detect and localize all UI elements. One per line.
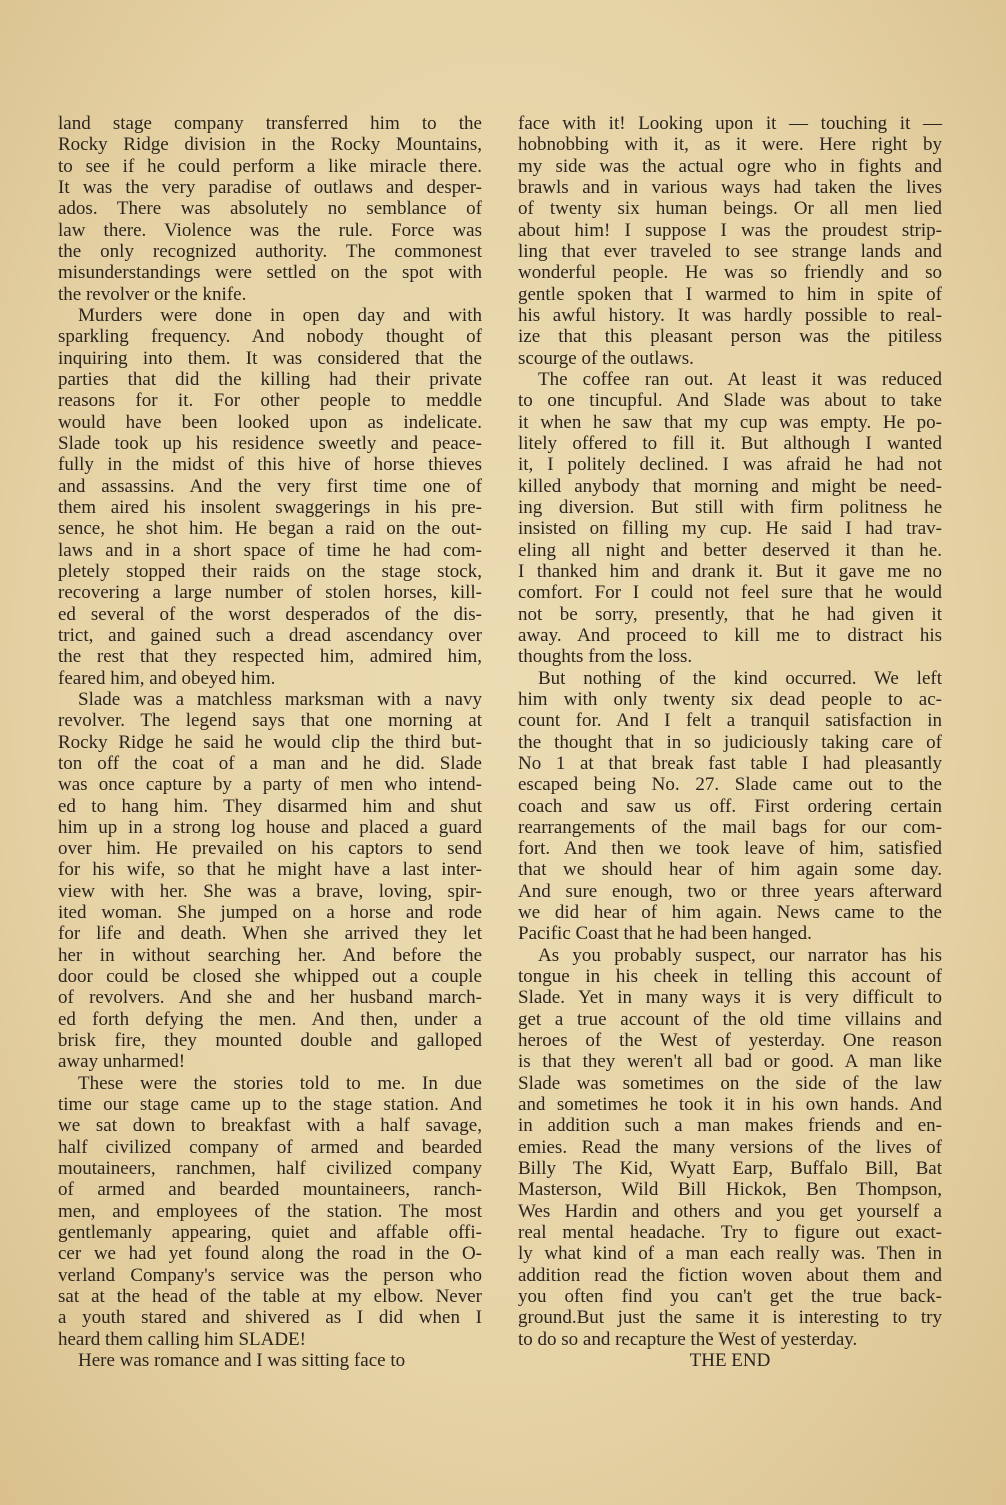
text-line: I thanked him and drank it. But it gave me no <box>518 560 942 582</box>
text-line: door could be closed she whipped out a couple <box>58 966 482 988</box>
text-line: tongue in his cheek in telling this account of <box>518 966 942 988</box>
text-line: the revolver or the knife. <box>58 283 247 305</box>
text-line: heroes of the West of yesterday. One reason <box>518 1030 942 1052</box>
text-line: her in without searching her. And before the <box>58 944 482 966</box>
text-line: brisk fire, they mounted double and galloped <box>58 1030 482 1052</box>
text-line: laws and in a short space of time he had com- <box>58 539 482 561</box>
text-line: was once capture by a party of men who intend- <box>58 774 482 796</box>
the-end-label: THE END <box>689 1350 771 1372</box>
text-line: verland Company's service was the person who <box>58 1264 482 1286</box>
text-line: ed to hang him. They disarmed him and shut <box>58 795 482 817</box>
text-line: sat at the head of the table at my elbow. Never <box>58 1286 482 1308</box>
text-line: rearrangements of the mail bags for our com- <box>518 816 942 838</box>
text-line: thoughts from the loss. <box>518 646 693 668</box>
text-line: them aired his insolent swaggerings in his pre- <box>58 496 482 518</box>
text-line: ize that this pleasant person was the pitiless <box>518 326 942 348</box>
text-line: fully in the midst of this hive of horse thieves <box>58 454 482 476</box>
text-line: of armed and bearded mountaineers, ranch- <box>58 1179 482 1201</box>
paragraph <box>518 668 942 945</box>
text-line: No 1 at that break fast table I had pleasantly <box>518 752 942 774</box>
text-line: of twenty six human beings. Or all men lied <box>518 198 942 220</box>
text-line: brawls and in various ways had taken the lives <box>518 176 942 198</box>
text-line: coach and saw us off. First ordering certain <box>518 795 942 817</box>
text-line: count for. And I felt a tranquil satisfaction in <box>518 710 942 732</box>
text-line: gentlemanly appearing, quiet and affable offi- <box>58 1222 482 1244</box>
text-line: recovering a large number of stolen horses, kill- <box>58 582 482 604</box>
text-line: escaped being No. 27. Slade came out to the <box>518 774 942 796</box>
text-line: Slade took up his residence sweetly and peace- <box>58 432 482 454</box>
text-line: ly what kind of a man each really was. Then in <box>518 1243 942 1265</box>
text-line: killed anybody that morning and might be need- <box>518 475 942 497</box>
text-line: ed several of the worst desperados of the dis- <box>58 603 482 625</box>
text-line: get a true account of the old time villains and <box>518 1008 942 1030</box>
text-line: But nothing of the kind occurred. We left <box>538 667 942 689</box>
text-line: It was the very paradise of outlaws and desper- <box>58 176 482 198</box>
paragraph <box>58 305 482 689</box>
text-line: wonderful people. He was so friendly and so <box>518 262 942 284</box>
text-line: hobnobbing with it, as it were. Here right by <box>518 134 942 156</box>
text-line: the rest that they respected him, admired him, <box>58 646 482 668</box>
text-line: ados. There was absolutely no semblance of <box>58 198 482 220</box>
paragraph <box>58 1350 482 1371</box>
text-line: Murders were done in open day and with <box>78 304 482 326</box>
text-line: in addition such a man makes friends and en- <box>518 1115 942 1137</box>
text-line: The coffee ran out. At least it was reduced <box>538 368 942 390</box>
text-line: pletely stopped their raids on the stage stock, <box>58 560 482 582</box>
text-line: heard them calling him SLADE! <box>58 1328 306 1350</box>
text-line: ing diversion. But still with firm politness he <box>518 496 942 518</box>
text-line: As you probably suspect, our narrator has his <box>538 944 942 966</box>
text-line: ed forth defying the men. And then, under a <box>58 1008 482 1030</box>
text-line: Rocky Ridge he said he would clip the third but- <box>58 731 482 753</box>
text-line: half civilized company of armed and bearded <box>58 1136 482 1158</box>
text-line: we did hear of him again. News came to the <box>518 902 942 924</box>
text-line: we sat down to breakfast with a half savage, <box>58 1115 482 1137</box>
text-line: Slade was a matchless marksman with a navy <box>78 688 482 710</box>
text-line: ton off the coat of a man and he did. Slade <box>58 752 482 774</box>
text-line: face with it! Looking upon it — touching it — <box>518 113 942 134</box>
text-line: would have been looked upon as indelicate. <box>58 411 482 433</box>
text-line: Masterson, Wild Bill Hickok, Ben Thompson, <box>518 1179 942 1201</box>
text-line: law there. Violence was the rule. Force was <box>58 219 482 241</box>
text-line: These were the stories told to me. In due <box>78 1072 482 1094</box>
text-line: misunderstandings were settled on the spot with <box>58 262 482 284</box>
text-line: and assassins. And the very first time one of <box>58 475 482 497</box>
text-line: a youth stared and shivered as I did when I <box>58 1307 482 1329</box>
text-line: over him. He prevailed on his captors to send <box>58 838 482 860</box>
left-column <box>58 113 482 1371</box>
text-line: away unharmed! <box>58 1051 186 1073</box>
text-line: his awful history. It was hardly possible to real- <box>518 304 942 326</box>
text-line: away. And proceed to kill me to distract his <box>518 624 942 646</box>
text-line: is that they weren't all bad or good. A man like <box>518 1051 942 1073</box>
text-line: moutaineers, ranchmen, half civilized company <box>58 1158 482 1180</box>
text-line: feared him, and obeyed him. <box>58 667 276 689</box>
paragraph <box>518 113 942 369</box>
text-line: for his wife, so that he might have a last inter- <box>58 859 482 881</box>
text-line: addition read the fiction woven about them and <box>518 1264 942 1286</box>
text-line: Pacific Coast that he had been hanged. <box>518 923 812 945</box>
text-line: for life and death. When she arrived they let <box>58 923 482 945</box>
text-line: gentle spoken that I warmed to him in spite of <box>518 283 942 305</box>
text-line: men, and employees of the station. The most <box>58 1200 482 1222</box>
text-line: about him! I suppose I was the proudest strip- <box>518 219 942 241</box>
text-line: cer we had yet found along the road in the O- <box>58 1243 482 1265</box>
text-line: not be sorry, presently, that he had given it <box>518 603 942 625</box>
text-line: inquiring into them. It was considered that the <box>58 347 482 369</box>
text-line: to one tincupful. And Slade was about to take <box>518 390 942 412</box>
text-line: Slade was sometimes on the side of the law <box>518 1072 942 1094</box>
paragraph <box>518 945 942 1350</box>
text-line: to see if he could perform a like miracle there. <box>58 155 482 177</box>
text-line: Here was romance and I was sitting face to <box>78 1350 406 1372</box>
paragraph <box>518 369 942 668</box>
paragraph <box>58 113 482 305</box>
text-line: Billy The Kid, Wyatt Earp, Buffalo Bill, Bat <box>518 1158 942 1180</box>
text-line: insisted on filling my cup. He said I had trav- <box>518 518 942 540</box>
text-line: reasons for it. For other people to meddle <box>58 390 482 412</box>
text-line: view with her. She was a brave, loving, spir- <box>58 880 482 902</box>
text-line: emies. Read the many versions of the lives of <box>518 1136 942 1158</box>
text-line: real mental headache. Try to figure out exact- <box>518 1222 942 1244</box>
text-line: and sometimes he took it in his own hands. And <box>518 1094 942 1116</box>
text-line: it, I politely declined. I was afraid he had not <box>518 454 942 476</box>
text-line: trict, and gained such a dread ascendancy over <box>58 624 482 646</box>
paragraph <box>58 1073 482 1350</box>
text-line: eling all night and better deserved it than he. <box>518 539 942 561</box>
text-line: revolver. The legend says that one morning at <box>58 710 482 732</box>
text-line: sparkling frequency. And nobody thought of <box>58 326 482 348</box>
text-line: the only recognized authority. The commonest <box>58 240 482 262</box>
text-line: parties that did the killing had their private <box>58 368 482 390</box>
text-line: scourge of the outlaws. <box>518 347 694 369</box>
text-line: it when he saw that my cup was empty. He po- <box>518 411 942 433</box>
paragraph <box>58 689 482 1073</box>
text-line: Rocky Ridge division in the Rocky Mountains, <box>58 134 482 156</box>
text-line: litely offered to fill it. But although I wanted <box>518 432 942 454</box>
text-line: the thought that in so judiciously taking care of <box>518 731 942 753</box>
text-line: comfort. For I could not feel sure that he would <box>518 582 942 604</box>
text-line: ground.But just the same it is interesting to try <box>518 1307 942 1329</box>
text-line: And sure enough, two or three years afterward <box>518 880 942 902</box>
text-line: Slade. Yet in many ways it is very difficult to <box>518 987 942 1009</box>
text-line: to do so and recapture the West of yesterday. <box>518 1328 858 1350</box>
text-line: him with only twenty six dead people to ac- <box>518 688 942 710</box>
text-line: sence, he shot him. He began a raid on the out- <box>58 518 482 540</box>
text-line: my side was the actual ogre who in fights and <box>518 155 942 177</box>
text-line: fort. And then we took leave of him, satisfied <box>518 838 942 860</box>
text-line: him up in a strong log house and placed a guard <box>58 816 482 838</box>
text-line: ling that ever traveled to see strange lands and <box>518 240 942 262</box>
text-line: land stage company transferred him to the <box>58 113 482 134</box>
text-line: time our stage came up to the stage station. And <box>58 1094 482 1116</box>
text-line: of revolvers. And she and her husband march- <box>58 987 482 1009</box>
text-line: ited woman. She jumped on a horse and rode <box>58 902 482 924</box>
text-line: that we should hear of him again some day. <box>518 859 942 881</box>
text-line: you often find you can't get the true back- <box>518 1286 942 1308</box>
text-line: Wes Hardin and others and you get yourself a <box>518 1200 942 1222</box>
right-column <box>518 113 942 1371</box>
